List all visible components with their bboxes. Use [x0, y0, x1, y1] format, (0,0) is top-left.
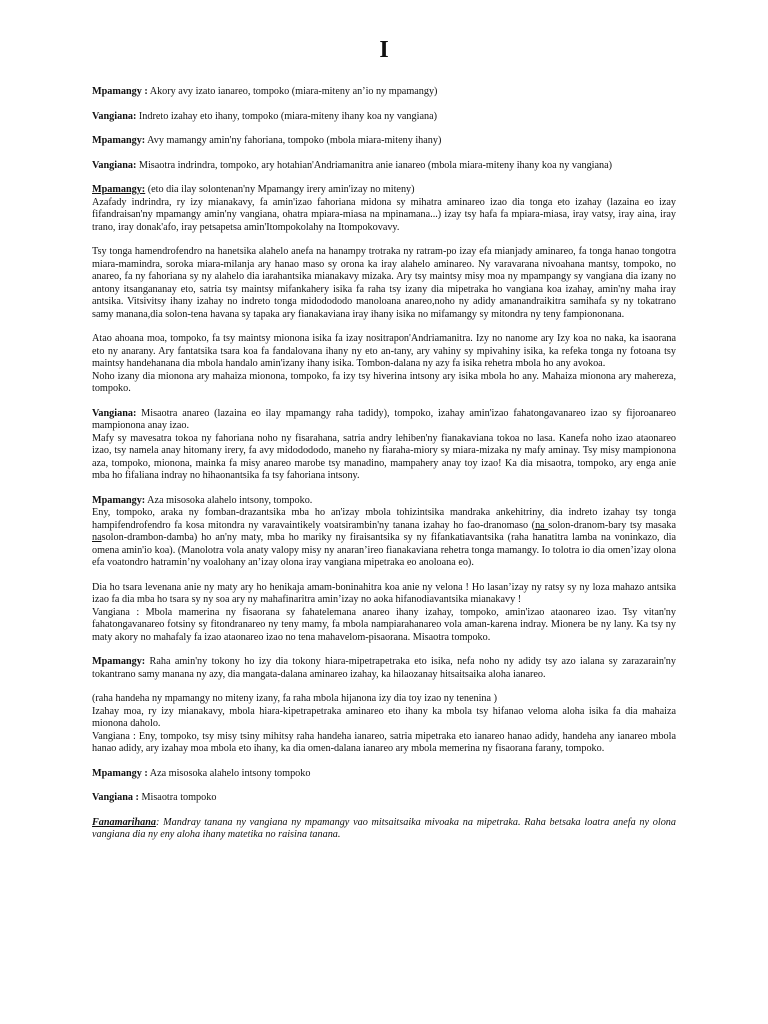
speaker-label: Mpamangy : [92, 767, 148, 779]
footnote-text: : Mandray tanana ny vangiana ny mpamangy vao mitsaitsaika mivoaka na mipetraka. Raha betsaka loatra anefa ny olona vangiana dia ny eny aloha ihany matetika no raisina tanana. [92, 816, 676, 840]
paragraph-lead: Aza misosoka alahelo intsony, tompoko. [145, 494, 313, 506]
speaker-label: Mpamangy: [92, 494, 146, 506]
paragraph-text: solon-drambon-damba) ho an'ny maty, mba ho mariky ny firaisantsika sy ny fifankatiavantsika (raha hanatitra lamba na voninkazo, dia omena amin'io koa). (Manolotra vola anaty valopy misy ny anaran’ireo fianakaviana rehetra tonga mamangy. Io tolotra io dia omen’izay olona efa voatondro hatramin’ny voalohany an’izay olona iray vangiana mipetraka eo anoloana eo). [92, 532, 676, 568]
speaker-label: Mpamangy: [92, 656, 146, 667]
dialogue-line-3 [92, 135, 676, 148]
paragraph: Azafady indrindra, ry izy mianakavy, fa amin'izao fahoriana midona sy mihatra aminareo izao dia tonga eto izahay (lazaina eo izay fifandraisan'ny mpamangy amin'ny vangiana, ohatra mpiara-miasa na mpinamana...) izay tsy hafa fa mpiara-miasa, iray vatsy, iray aina, iray trano, iray donak'afo, iray petsapetsa amin'Itompokolahy na Itompokovavy. [92, 196, 676, 233]
paragraph [92, 507, 676, 570]
paragraph: (raha handeha ny mpamangy no miteny izany, fa raha mbola hijanona izy dia toy izao ny tenenina ) [92, 693, 497, 704]
speaker-label: Vangiana: [92, 110, 137, 122]
underlined-word: na [92, 532, 102, 543]
dialogue-text: Indreto izahay eto ihany, tompoko (miara-miteny ihany koa ny vangiana) [136, 110, 437, 122]
speaker-label: Vangiana : [92, 792, 139, 803]
speaker-label: Vangiana: [92, 159, 137, 171]
paragraph: Izahay moa, ry izy mianakavy, mbola hiara-kipetrapetraka aminareo eto ihany ka mbola tsy hifanao veloma aloha isika fa dia mahaiza mionona daholo. [92, 705, 676, 729]
paragraph: Tsy tonga hamendrofendro na hanetsika alahelo anefa na hanampy trotraka ny ratram-po izay efa mianjady aminareo, fa tonga hanao tongotra miara-mamindra, soroka miara-milanja ary hanao maso sy orona ka iray alahelo aminareo. Ny varavarana nivoahana mantsy, tompoko, no anareo, fa ny fahoriana sy ny alahelo dia iarahantsika mianakavy mizaka. Ary tsy maintsy misy moa ny mpampangy sy vangiana dia izany no antony itsangananay eto, satria tsy maintsy mifankahery isika fa raha tsy izany dia mipetraka ho vangiana koa izahay, amin'ny maha iray antsika. Vitsivitsy ihany izahay no indreto tonga midodododo manoloana anareo,noho ny adidy amanandraikitra samihafa sy ny tokatrano samy manana,dia solon-tena havana sy tapaka ary fianakaviana iray ihany isika no mifamangy sy mitondra ny teny fampiononana. [92, 246, 676, 320]
paragraph: Vangiana : Eny, tompoko, tsy misy tsiny mihitsy raha handeha ianareo, satria mipetraka eto ianareo hanao adidy, handeha any ianareo mbola hanao adidy, ary izahay moa mbola eto ihany, ka dia omen-dalana ianareo ary mbola memerina ny fisaorana farany, tompoko. [92, 730, 676, 754]
footnote-label: Fanamarihana [92, 816, 156, 828]
dialogue-line-1 [92, 86, 676, 99]
speech-blessing [92, 582, 676, 645]
speaker-label: Mpamangy: [92, 184, 146, 195]
stage-direction: (eto dia ilay solontenan'ny Mpamangy irery amin'izay no miteny) [145, 184, 415, 195]
paragraph: Atao ahoana moa, tompoko, fa tsy maintsy mionona isika fa izay nositrapon'Andriamanitra. Izy no nanome ary Izy koa no naka, ka isaorana eto ny anarany. Ary fantatsika tsara koa fa fandalovana ihany ny eto an-tany, ary vahiny sy mpivahiny isika, ka refeka tonga ny fotoana tsy maintsy handehanana dia mbola handalo amin'izany ihany isika. Tombon-dalana ny azy fa isika rehetra mbola ho any avokoa. [92, 333, 676, 369]
speech-mpamangy-1-cont [92, 246, 676, 321]
speaker-label: Mpamangy : [92, 86, 148, 97]
dialogue-text: Aza misosoka alahelo intsony tompoko [147, 767, 311, 779]
footnote [92, 817, 676, 842]
underlined-word: na [535, 519, 549, 531]
page-title: I [379, 37, 389, 63]
speech-departure [92, 693, 676, 756]
dialogue-text: Misaotra indrindra, tompoko, ary hotahian'Andriamanitra anie ianareo (mbola miara-miteny ihany koa ny vangiana) [136, 159, 613, 171]
paragraph: Dia ho tsara levenana anie ny maty ary ho henikaja amam-boninahitra koa anie ny velona ! Ho lasan’izay ny ratsy sy ny loza mahazo antsika izao fa dia mba ho tsara sy ny soa ary ny mahafinaritra amin’izay no aoka hifanodiavantsika mianakavy ! [92, 581, 676, 605]
speech-mpamangy-3 [92, 656, 676, 681]
dialogue-line-2 [92, 111, 676, 124]
speech-vangiana-1 [92, 408, 676, 483]
paragraph: Mafy sy mavesatra tokoa ny fahoriana noho ny fisarahana, satria andry lehiben'ny fianakaviana tokoa no lasa. Kanefa noho izao ataonareo izao, tsy namela anay hitomany irery, fa avy midodododo, maneho ny fiaraha-miory sy miara-mizaka ny mafy aminay. Tsy misy mampionona aza, tompoko, mionona, mainka fa misy anareo marobe tsy manadino, mampahery anay toy izao! Ka dia misaotra, tompoko, ary enga anie mba ho fifaliana indray no hihaonantsika fa tsy fahoriana intsony. [92, 432, 676, 481]
paragraph: Vangiana : Mbola mamerina ny fisaorana sy fahatelemana anareo ihany izahay, tompoko, amin'izao ataonareo izao. Tsy vitan'ny fahatongavanareo fotsiny sy fitondranareo ny teny mamy, fa mbola nampiarahanareo vola aman-karena indray. Mionera be ny lany. Ka tsy ny maty akory no mahafaly fa izao ataonareo izao no tena mahavelom-pisaorana. Misaotra tompoko. [92, 606, 676, 643]
speaker-label: Mpamangy: [92, 135, 146, 146]
dialogue-text: Avy mamangy amin'ny fahoriana, tompoko (mbola miara-miteny ihany) [145, 135, 442, 146]
speech-mpamangy-2 [92, 495, 676, 570]
closing-line-2 [92, 792, 676, 805]
paragraph: Noho izany dia mionona ary mahaiza mionona, tompoko, fa izy tsy hiverina intsony ary isika mbola ho any. Mahaiza mionona ary mahereza, tompoko. [92, 370, 676, 394]
closing-line-1 [92, 768, 676, 781]
dialogue-text: Akory avy izato ianareo, tompoko (miara-miteny an’io ny mpamangy) [147, 86, 438, 97]
dialogue-line-4 [92, 160, 676, 173]
speech-mpamangy-1 [92, 184, 676, 234]
paragraph-lead: Misaotra anareo (lazaina eo ilay mpamangy raha tadidy), tompoko, izahay amin'izao fahatongavanareo izao sy fijoroanareo mampionona anay izao. [92, 407, 676, 431]
paragraph-text: Eny, tompoko, araka ny fomban-drazantsika mba ho an'izay mbola tohizintsika mandraka ankehitriny, dia indreto izahay tsy tonga hampifendrofendro fa kosa mitondra ny varavaintikely voatsirambin'ny tanana izahay ho fao-dranomaso ( [92, 507, 676, 531]
paragraph-text: Raha amin'ny tokony ho izy dia tokony hiara-mipetrapetraka eto isika, nefa noho ny adidy tsy azo ialana sy zarazarain'ny tokantrano samy manana ny azy, dia mangata-dalana aminareo izahay, ka hilaozanay hitsaitsaika aloha ianareo. [92, 656, 676, 680]
dialogue-text: Misaotra tompoko [138, 792, 217, 803]
paragraph-text: solon-dranom-bary tsy masaka [548, 519, 676, 531]
speech-mpamangy-1-end [92, 333, 676, 396]
speaker-label: Vangiana: [92, 407, 137, 419]
